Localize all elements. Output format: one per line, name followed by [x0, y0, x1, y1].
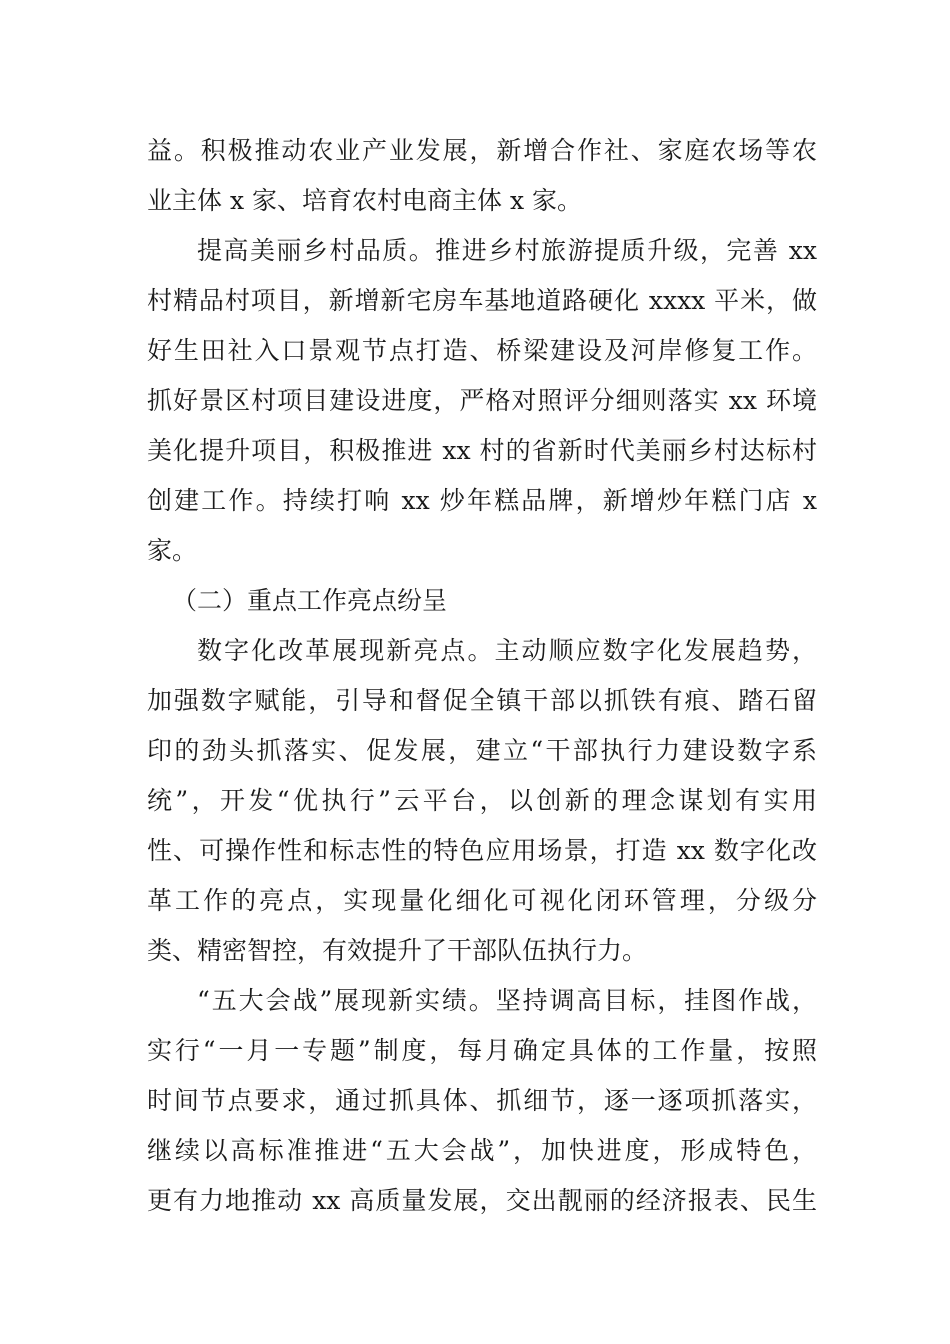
paragraph-line: 加强数字赋能，引导和督促全镇干部以抓铁有痕、踏石留	[147, 686, 817, 715]
paragraph-line: 性、可操作性和标志性的特色应用场景，打造 xx 数字化改	[147, 836, 817, 865]
paragraph-line: 实行“一月一专题”制度，每月确定具体的工作量，按照	[147, 1036, 817, 1065]
paragraph-line: 数字化改革展现新亮点。主动顺应数字化发展趋势，	[197, 636, 817, 665]
paragraph-line: 印的劲头抓落实、促发展，建立“干部执行力建设数字系	[147, 736, 817, 765]
paragraph-line: 革工作的亮点，实现量化细化可视化闭环管理，分级分	[147, 886, 817, 915]
paragraph-line: 类、精密智控，有效提升了干部队伍执行力。	[147, 936, 648, 965]
paragraph-line: 创建工作。持续打响 xx 炒年糕品牌，新增炒年糕门店 x	[147, 486, 817, 515]
paragraph-line: 村精品村项目，新增新宅房车基地道路硬化 xxxx 平米，做	[147, 286, 817, 315]
paragraph-line: 抓好景区村项目建设进度，严格对照评分细则落实 xx 环境	[147, 386, 817, 415]
paragraph-line: 继续以高标准推进“五大会战”，加快进度，形成特色，	[147, 1136, 817, 1165]
paragraph-line: 更有力地推动 xx 高质量发展，交出靓丽的经济报表、民生	[147, 1186, 817, 1215]
paragraph-line: 美化提升项目，积极推进 xx 村的省新时代美丽乡村达标村	[147, 436, 817, 465]
paragraph-line: 时间节点要求，通过抓具体、抓细节，逐一逐项抓落实，	[147, 1086, 817, 1115]
paragraph-line: 统”，开发“优执行”云平台，以创新的理念谋划有实用	[147, 786, 817, 815]
paragraph-line: 提高美丽乡村品质。推进乡村旅游提质升级，完善 xx	[197, 236, 817, 265]
paragraph-line: 好生田社入口景观节点打造、桥梁建设及河岸修复工作。	[147, 336, 817, 365]
paragraph-line: 益。积极推动农业产业发展，新增合作社、家庭农场等农	[147, 136, 817, 165]
paragraph-line: 业主体 x 家、培育农村电商主体 x 家。	[147, 186, 582, 215]
section-heading: （二）重点工作亮点纷呈	[172, 586, 448, 615]
paragraph-line: 家。	[147, 536, 198, 565]
paragraph-line: “五大会战”展现新实绩。坚持调高目标，挂图作战，	[197, 986, 817, 1015]
